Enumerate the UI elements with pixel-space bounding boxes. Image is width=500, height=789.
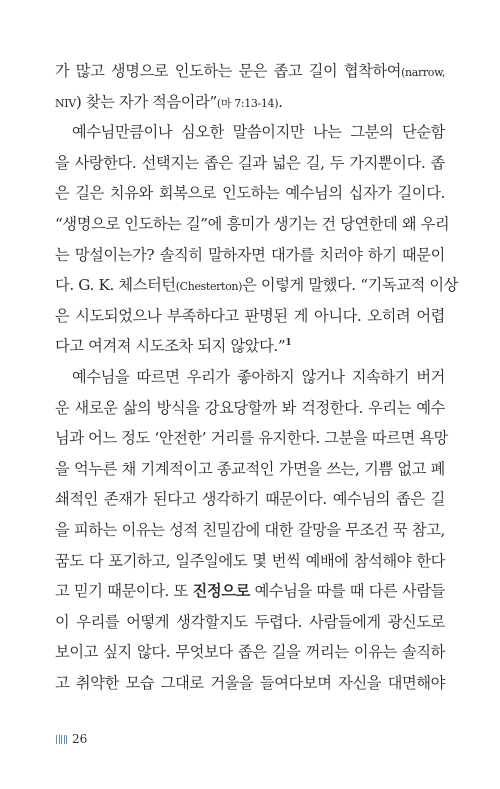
text-segment: 고 취약한 모습 그대로 거울을 들여다보며 자신을 대면해야 xyxy=(55,673,445,692)
text-segment: 을 사랑한다. 선택지는 좁은 길과 넓은 길, 두 가지뿐이다. 좁 xyxy=(55,153,445,172)
text-segment: 은 이렇게 말했다. “기독교적 이상 xyxy=(242,276,459,295)
page-number: 26 xyxy=(72,732,88,746)
text-segment: 님과 어느 정도 ‘안전한’ 거리를 유지한다. 그분을 따르면 욕망 xyxy=(55,429,448,448)
text-line xyxy=(55,56,445,87)
text-segment: 을 억누른 채 기계적이고 종교적인 가면을 쓰는, 기쁨 없고 폐 xyxy=(55,459,445,478)
text-line xyxy=(55,178,445,209)
text-line xyxy=(55,362,445,393)
text-segment: 이 우리를 어떻게 생각할지도 두렵다. 사람들에게 광신도로 xyxy=(55,612,445,631)
text-segment: 은 시도되었으나 부족하다고 판명된 게 아니다. 오히려 어렵 xyxy=(55,306,445,325)
text-line xyxy=(55,423,448,454)
text-line xyxy=(55,393,445,424)
text-segment: “생명으로 인도하는 길”에 흥미가 생기는 건 당연한데 왜 우리 xyxy=(55,214,450,233)
page-footer xyxy=(56,732,87,746)
page-marker-bars xyxy=(56,735,67,744)
text-line xyxy=(55,637,445,668)
text-segment: 다고 여겨져 시도조차 되지 않았다.” xyxy=(55,337,286,356)
text-line xyxy=(55,484,445,515)
text-segment: 진정으로 xyxy=(192,582,250,601)
text-line xyxy=(55,270,459,301)
text-segment: 예수님만큼이나 심오한 말씀이지만 나는 그분의 단순함 xyxy=(72,123,445,142)
text-line xyxy=(55,454,445,485)
paragraph xyxy=(55,362,448,699)
text-line xyxy=(55,331,445,362)
text-line xyxy=(55,209,450,240)
footnote-marker: 1 xyxy=(285,338,292,349)
text-segment: 을 피하는 이유는 성적 친밀감에 대한 갈망을 무조건 꾹 참고, xyxy=(55,520,445,539)
text-segment: 고 믿기 때문이다. 또 xyxy=(55,582,193,601)
paragraph xyxy=(55,117,459,362)
text-segment: 보이고 싶지 않다. 무엇보다 좁은 길을 꺼리는 이유는 솔직하 xyxy=(55,643,445,662)
page-body xyxy=(55,56,459,698)
text-line xyxy=(55,87,445,118)
text-segment: ) 찾는 자가 적음이라” xyxy=(75,92,217,111)
text-segment: 예수님을 따르면 우리가 좋아하지 않거나 지속하기 버거 xyxy=(72,367,445,386)
text-line xyxy=(55,301,445,332)
text-line xyxy=(55,117,445,148)
text-line xyxy=(55,546,445,577)
text-segment: 예수님을 따를 때 다른 사람들 xyxy=(249,582,445,601)
text-segment: NIV xyxy=(55,96,76,110)
paragraph xyxy=(55,56,445,117)
text-line xyxy=(55,576,445,607)
text-segment: 다. G. K. 체스터턴 xyxy=(55,276,176,295)
text-segment: 은 길은 치유와 회복으로 인도하는 예수님의 십자가 길이다. xyxy=(55,184,445,203)
text-line xyxy=(55,240,445,271)
text-segment: (Chesterton) xyxy=(175,280,243,294)
text-segment: (narrow, xyxy=(401,66,445,79)
text-segment: (마 7:13-14) xyxy=(216,96,279,110)
text-segment: 쇄적인 존재가 된다고 생각하기 때문이다. 예수님의 좁은 길 xyxy=(55,490,445,509)
text-line xyxy=(55,515,445,546)
text-line xyxy=(55,607,445,638)
text-segment: 가 많고 생명으로 인도하는 문은 좁고 길이 협착하여 xyxy=(55,62,402,80)
text-segment: 꿈도 다 포기하고, 일주일에도 몇 번씩 예배에 참석해야 한다 xyxy=(55,551,445,570)
text-line xyxy=(55,668,445,699)
text-segment: 운 새로운 삶의 방식을 강요당할까 봐 걱정한다. 우리는 예수 xyxy=(55,398,445,417)
text-line xyxy=(55,148,445,179)
text-segment: 는 망설이는가? 솔직히 말하자면 대가를 치러야 하기 때문이 xyxy=(55,245,445,264)
text-segment: . xyxy=(278,92,283,111)
